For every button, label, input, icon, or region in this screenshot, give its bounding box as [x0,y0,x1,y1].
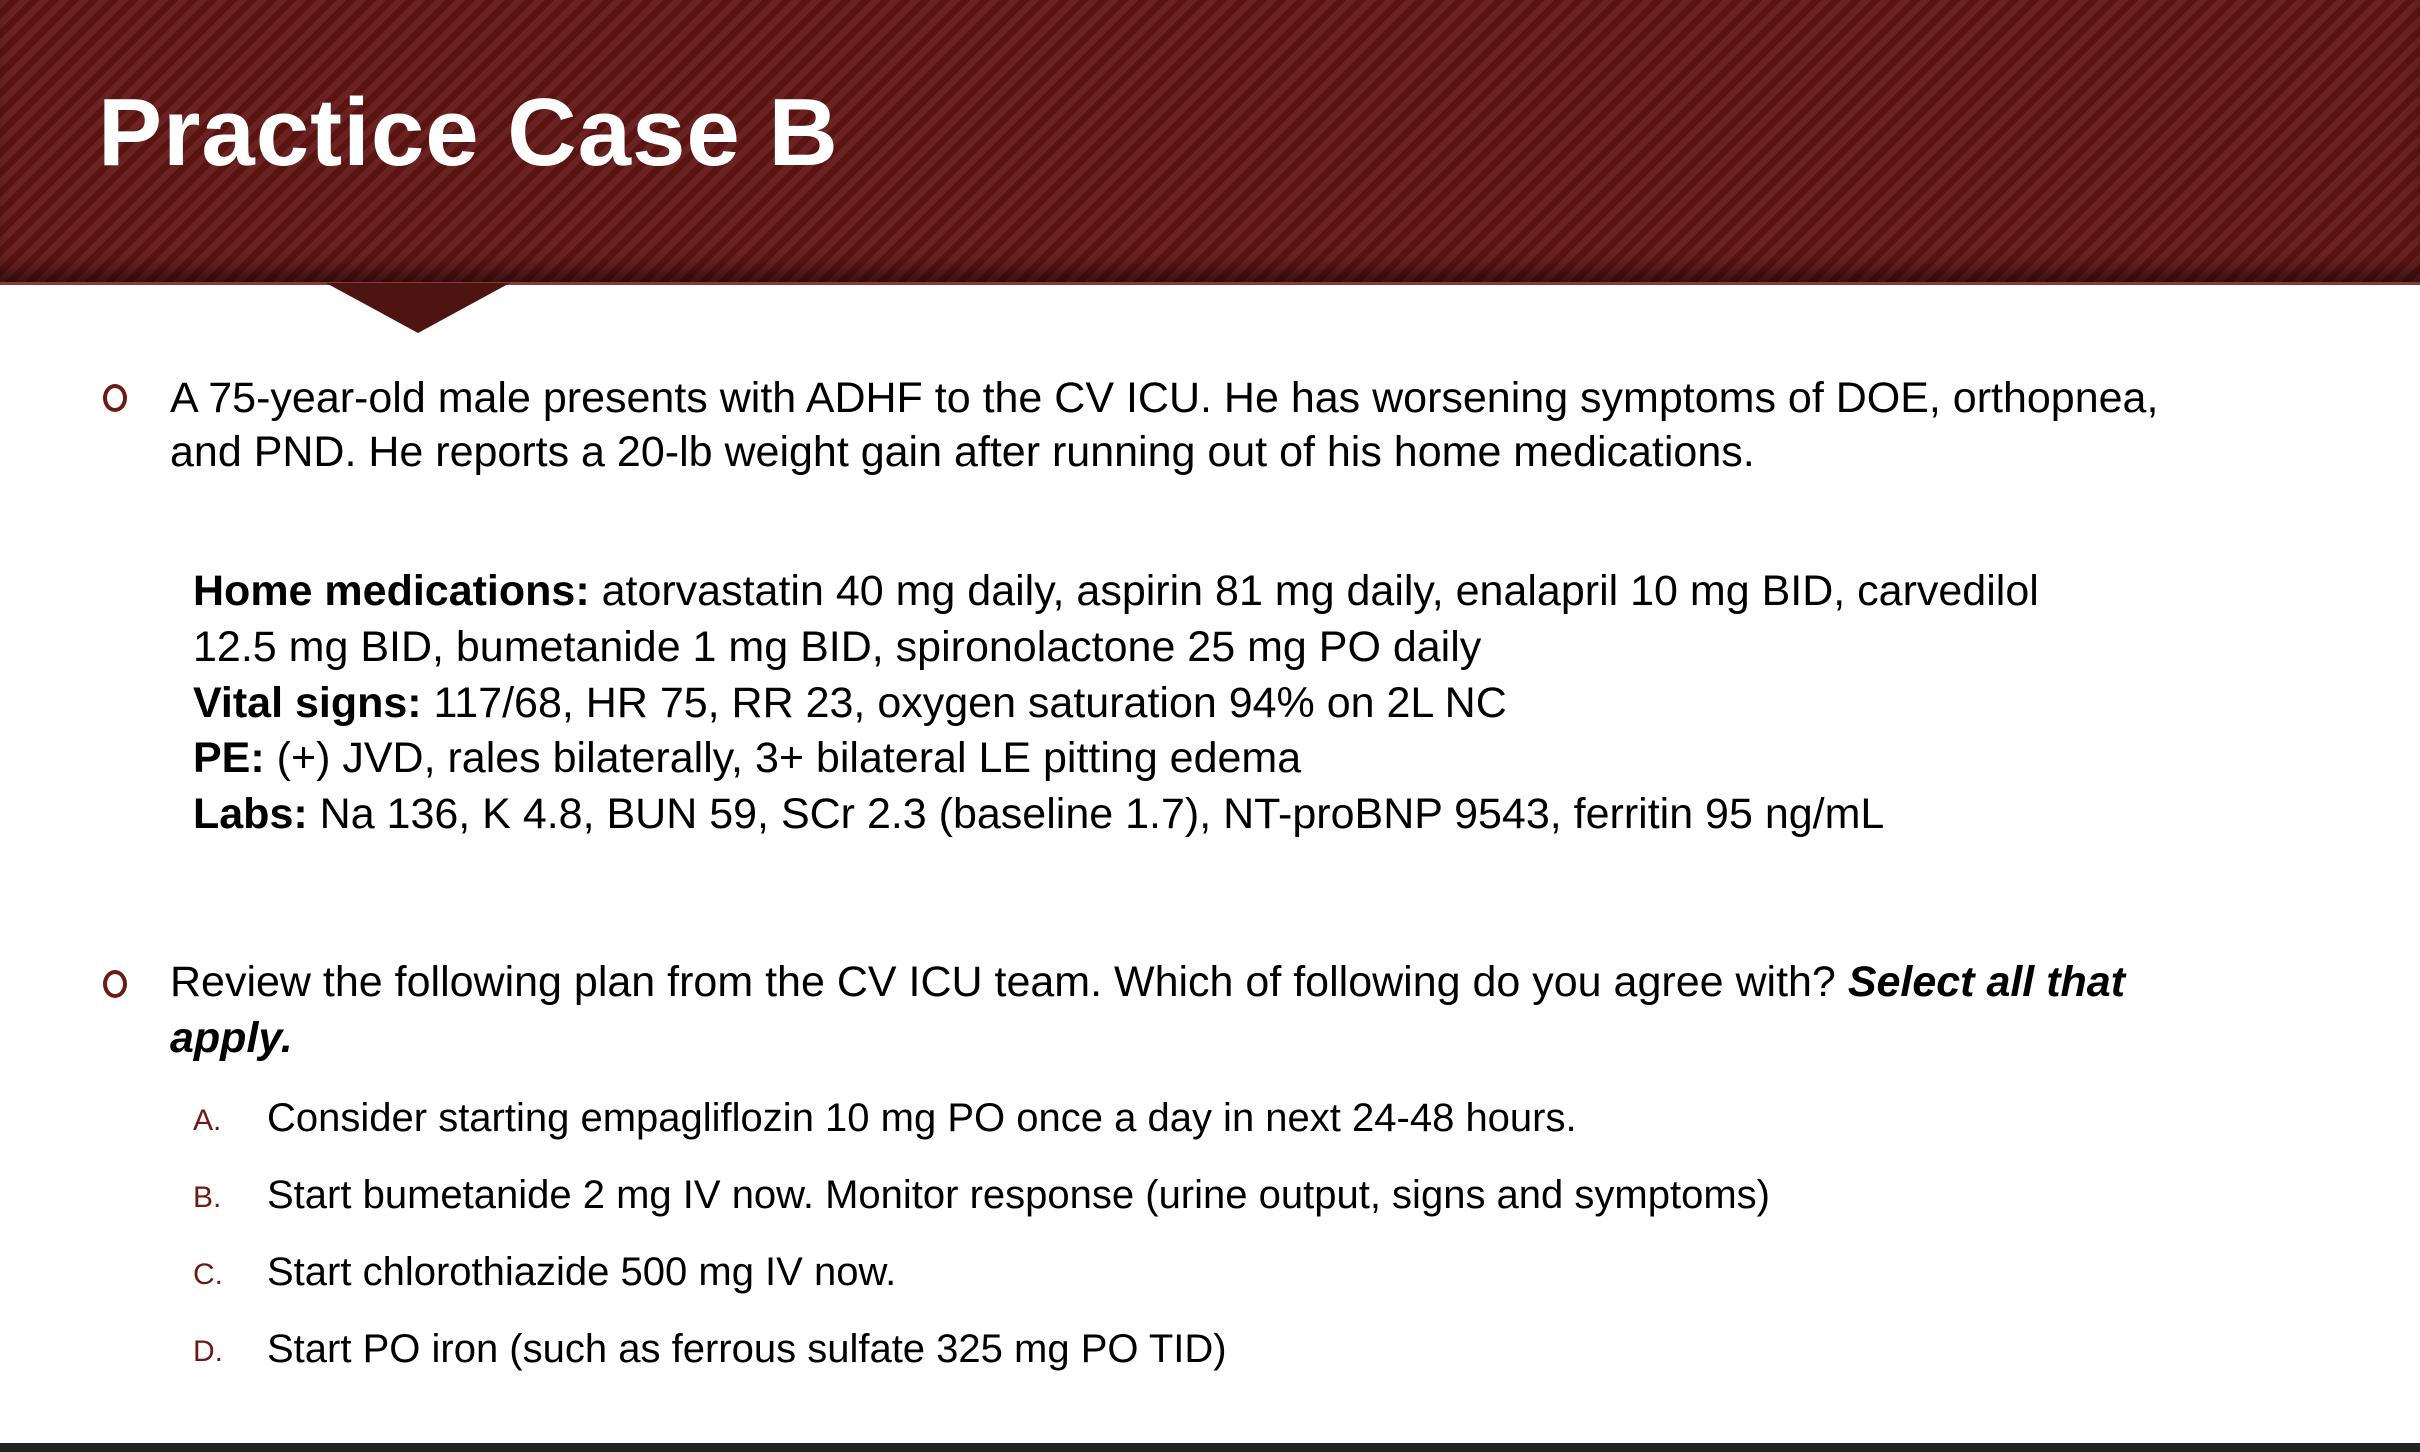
labs [193,786,1884,842]
home-medications-cont: 12.5 mg BID, bumetanide 1 mg BID, spironolactone 25 mg PO daily [193,623,1482,671]
slide-title: Practice Case B [98,79,839,186]
question-emphasis-cont: apply. [170,1014,293,1062]
question-emphasis: Select all that [1847,958,2126,1006]
option-b-letter: B. [193,1181,222,1214]
question-line-2 [170,1010,293,1066]
question-line-1 [170,954,2125,1010]
bottom-bar [0,1443,2420,1452]
labs-label: Labs: [193,790,308,838]
option-a: Consider starting empagliflozin 10 mg PO once a day in next 24-48 hours. [267,1096,1577,1140]
labs-text: Na 136, K 4.8, BUN 59, SCr 2.3 (baseline 1.7), NT-proBNP 9543, ferritin 95 ng/mL [307,790,1885,838]
vital-signs-label: Vital signs: [193,679,422,727]
vital-signs [193,675,1507,731]
physical-exam-label: PE: [193,734,265,782]
option-d-letter: D. [193,1335,223,1368]
question-text: Review the following plan from the CV ICU team. Which of following do you agree with? [170,958,1848,1006]
home-medications-label: Home medications: [193,567,590,615]
option-b: Start bumetanide 2 mg IV now. Monitor response (urine output, signs and symptoms) [267,1173,1770,1217]
option-c-letter: C. [193,1258,223,1291]
physical-exam-text: (+) JVD, rales bilaterally, 3+ bilateral LE pitting edema [264,734,1302,782]
physical-exam [193,730,1301,786]
vital-signs-text: 117/68, HR 75, RR 23, oxygen saturation 94% on 2L NC [421,679,1507,727]
bullet-ring-icon [103,970,127,998]
home-medications-text: atorvastatin 40 mg daily, aspirin 81 mg daily, enalapril 10 mg BID, carvedilol [589,567,2039,615]
home-medications [193,563,2039,619]
case-text-line-1: A 75-year-old male presents with ADHF to the CV ICU. He has worsening symptoms of DOE, orthopnea, [170,374,2159,422]
bullet-ring-icon [103,384,127,412]
option-c: Start chlorothiazide 500 mg IV now. [267,1250,897,1294]
option-d: Start PO iron (such as ferrous sulfate 325 mg PO TID) [267,1327,1227,1371]
option-a-letter: A. [193,1104,222,1137]
case-text-line-2: and PND. He reports a 20-lb weight gain after running out of his home medications. [170,428,1755,476]
banner-notch [326,283,510,333]
